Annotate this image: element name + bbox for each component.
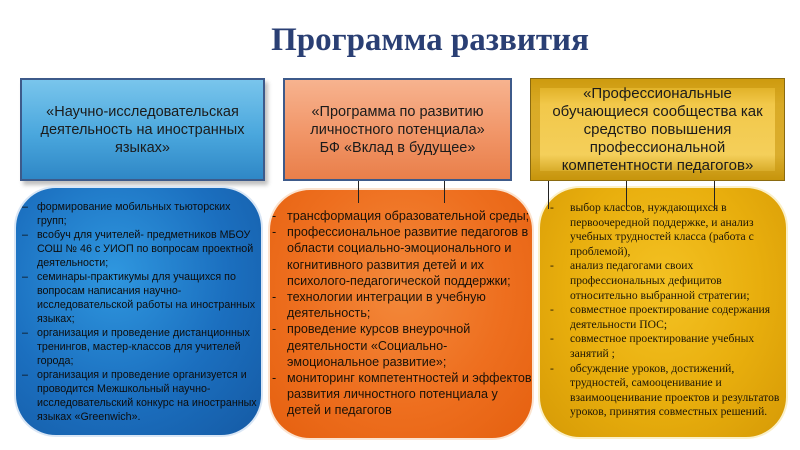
header-box-potential-line2: БФ «Вклад в будущее» <box>319 139 476 156</box>
dash-bullet-icon: – <box>22 271 28 283</box>
list-item: - обсуждение уроков, достижений, трудностей, самооценивание и взаимооценивание проектов и результатов уроков, принятия совместных решений. <box>550 361 780 419</box>
dash-bullet-icon: - <box>550 259 554 273</box>
list-item: - выбор классов, нуждающихся в первоочередной поддержке, и анализ учебных трудностей класса (работа с проблемой), <box>550 201 754 258</box>
dash-bullet-icon: - <box>550 303 554 317</box>
list-communities <box>550 201 785 420</box>
dash-bullet-icon: – <box>22 229 28 241</box>
dash-bullet-icon: - <box>272 209 277 223</box>
connector-line <box>626 181 627 209</box>
list-item: - анализ педагогами своих профессиональных дефицитов относительно выбранной стратегии; <box>550 259 750 302</box>
list-item: – всобуч для учителей- предметников МБОУ СОШ № 46 с УИОП по вопросам проектной деятельности; <box>22 229 254 269</box>
list-item: – организация и проведение организуется и проводится Межшкольный научно-исследовательский конкурс на иностранных языках «Greenwich». <box>22 369 257 423</box>
list-item: - совместное проектирование учебных занятий ; <box>550 332 755 360</box>
header-box-communities <box>530 78 785 181</box>
dash-bullet-icon: – <box>22 327 28 339</box>
list-item: - трансформация образовательной среды; <box>272 209 530 223</box>
dash-bullet-icon: - <box>550 201 554 214</box>
dash-bullet-icon: - <box>550 332 554 346</box>
dash-bullet-icon: – <box>22 201 28 213</box>
header-box-potential-line1: «Программа по развитию личностного потенциала» <box>310 103 485 138</box>
dash-bullet-icon: - <box>550 361 554 375</box>
connector-line <box>358 181 359 203</box>
dash-bullet-icon: - <box>272 371 277 386</box>
list-item: – организация и проведение дистанционных тренингов, мастер-классов для учителей города; <box>22 327 250 367</box>
list-item: - мониторинг компетентностей и эффектов развития личностного потенциала у детей и педагогов <box>272 371 532 418</box>
list-item: - совместное проектирование содержания деятельности ПОС; <box>550 303 771 331</box>
list-item: - технологии интеграции в учебную деятельность; <box>272 290 486 321</box>
list-item: - профессиональное развитие педагогов в области социально-эмоционального и когнитивного развития детей и их психолого-педагогической поддержки; <box>272 225 529 288</box>
header-box-potential <box>283 78 512 181</box>
header-box-communities-label: «Профессиональные обучающиеся сообщества как средство повышения профессиональной компетентности педагогов» <box>552 84 763 174</box>
connector-line <box>714 181 715 209</box>
header-box-research <box>20 78 265 181</box>
header-box-research-label: «Научно-исследовательская деятельность на иностранных языках» <box>40 103 245 156</box>
connector-line <box>444 181 445 203</box>
dash-bullet-icon: - <box>272 225 277 240</box>
header-box-potential-label <box>285 103 510 157</box>
list-potential <box>272 208 534 419</box>
list-item: – семинары-практикумы для учащихся по вопросам написания научно-исследовательской работы на иностранных языках; <box>22 271 256 325</box>
dash-bullet-icon: - <box>272 322 277 337</box>
list-item: – формирование мобильных тьюторских групп; <box>22 201 231 227</box>
list-item: - проведение курсов внеурочной деятельности «Социально-эмоциональное развитие»; <box>272 322 471 369</box>
dash-bullet-icon: – <box>22 369 28 381</box>
dash-bullet-icon: - <box>272 290 277 305</box>
list-research <box>22 200 258 424</box>
connector-line <box>548 181 549 209</box>
page-title: Программа развития <box>271 22 589 58</box>
